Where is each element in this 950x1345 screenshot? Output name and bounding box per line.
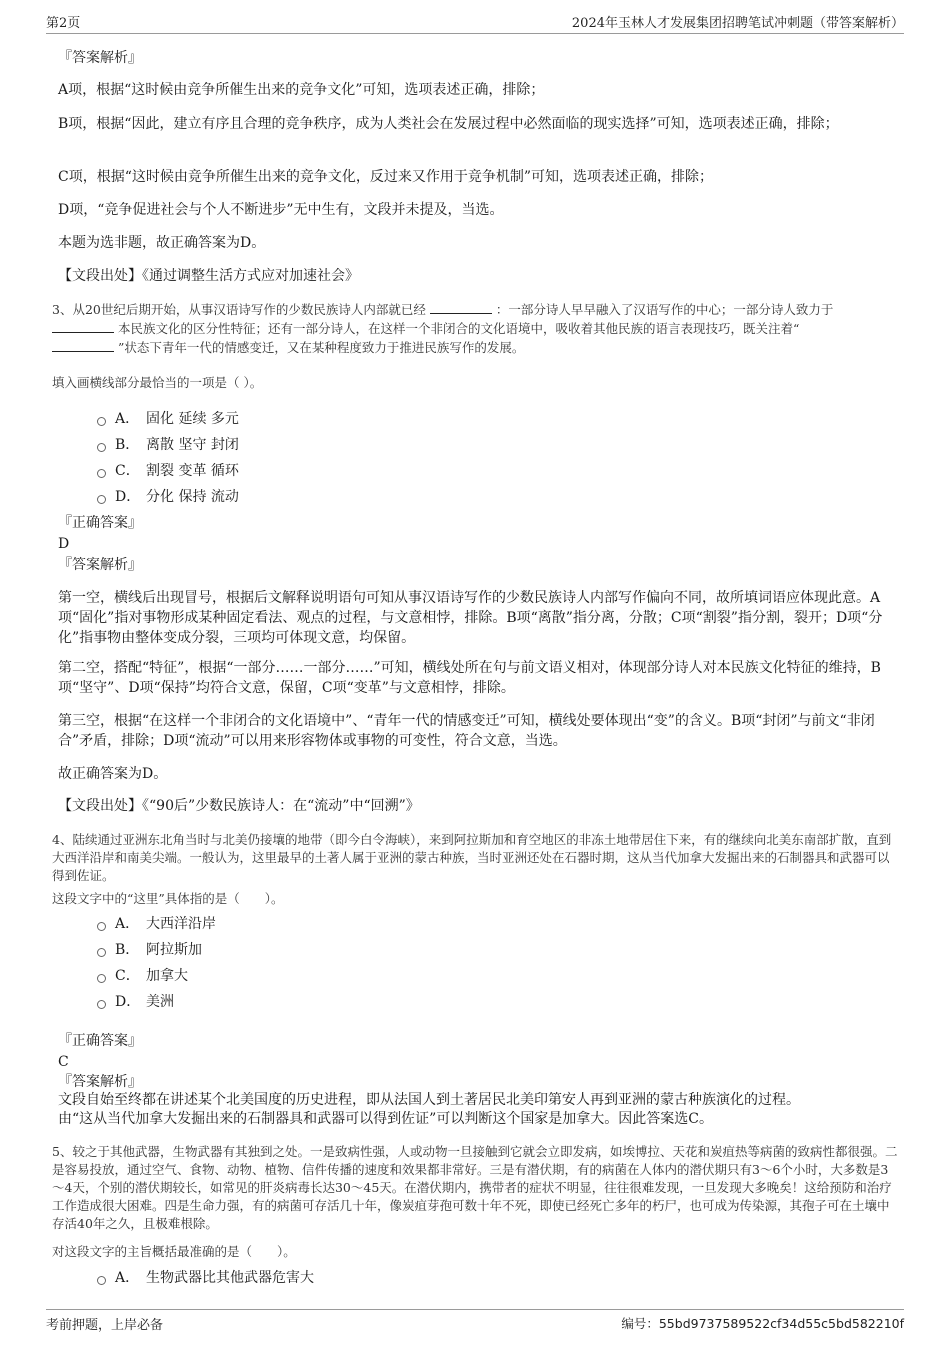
option-text: 割裂 变革 循环 — [146, 463, 239, 479]
radio-icon[interactable] — [97, 974, 106, 983]
q3-stem-part1: 3、从20世纪后期开始，从事汉语诗写作的少数民族诗人内部就已经 — [52, 302, 426, 317]
q4-analysis-line1: 文段自始至终都在讲述某个北美国度的历史进程，即从法国人到土著居民北美印第安人再到亚洲的蒙古种族演化的过程。 — [58, 1092, 800, 1108]
option-text: 分化 保持 流动 — [146, 489, 239, 505]
option-letter: A． — [115, 411, 140, 427]
q3-prompt: 填入画横线部分最恰当的一项是（ ）。 — [52, 375, 263, 390]
q3-analysis-para2: 第二空，搭配“特征”，根据“一部分……一部分……”可知，横线处所在句与前文语义相对，体现部分诗人对本民族文化特征的维持，B项“坚守”、D项“保持”均符合文意，保留，C项“变革”与文意相悖，排除。 — [58, 660, 881, 696]
option-letter: C． — [115, 463, 140, 479]
radio-icon[interactable] — [97, 922, 106, 931]
q3-stem-part3: 本民族文化的区分性特征；还有一部分诗人，在这样一个非闭合的文化语境中，吸收着其他民族的语言表现技巧，既关注着“ — [117, 321, 800, 336]
q2-analysis-label: 『答案解析』 — [58, 50, 142, 66]
q3-option-b[interactable] — [97, 434, 239, 454]
q2-analysis-a: A项，根据“这时候由竞争所催生出来的竞争文化”可知，选项表述正确，排除； — [58, 82, 545, 98]
radio-icon[interactable] — [97, 469, 106, 478]
option-text: 生物武器比其他武器危害大 — [146, 1270, 314, 1286]
q3-option-d[interactable] — [97, 486, 239, 506]
option-letter: D． — [115, 489, 141, 505]
q4-analysis-label: 『答案解析』 — [58, 1074, 142, 1090]
q3-answer: D — [58, 536, 70, 552]
q2-conclusion: 本题为选非题，故正确答案为D。 — [58, 235, 266, 251]
q5-prompt: 对这段文字的主旨概括最准确的是（ ）。 — [52, 1244, 296, 1259]
q4-option-a[interactable] — [97, 913, 216, 933]
radio-icon[interactable] — [97, 443, 106, 452]
q3-blank-2 — [52, 321, 114, 333]
q2-analysis-b: B项，根据“因此，建立有序且合理的竞争秩序，成为人类社会在发展过程中必然面临的现实选择”可知，选项表述正确，排除； — [58, 116, 839, 132]
option-text: 加拿大 — [146, 968, 188, 984]
document-title: 2024年玉林人才发展集团招聘笔试冲刺题（带答案解析） — [571, 16, 904, 31]
footer-divider — [46, 1309, 904, 1310]
q3-stem-part4: ”状态下青年一代的情感变迁，又在某种程度致力于推进民族写作的发展。 — [117, 340, 525, 355]
q3-analysis-para3: 第三空，根据“在这样一个非闭合的文化语境中”、“青年一代的情感变迁”可知，横线处要体现出“变”的含义。B项“封闭”与前文“非闭合”矛盾，排除；D项“流动”可以用来形容物体或事物的可变性，符合文意，当选。 — [58, 713, 875, 749]
q3-analysis-label: 『答案解析』 — [58, 557, 142, 573]
q4-prompt: 这段文字中的“这里”具体指的是（ ）。 — [52, 891, 284, 906]
q4-stem: 4、陆续通过亚洲东北角当时与北美仍接壤的地带（即今白令海峡），来到阿拉斯加和育空地区的非冻土地带居住下来，有的继续向北美东南部扩散，直到大西洋沿岸和南美尖端。一般认为，这里最早的土著人属于亚洲的蒙古种族，当时亚洲还处在石器时期，这从当代加拿大发掘出来的石制器具和武器可以得到佐证。 — [52, 832, 892, 883]
page-number: 第2页 — [46, 16, 81, 31]
q4-answer-label: 『正确答案』 — [58, 1033, 142, 1049]
radio-icon[interactable] — [97, 1000, 106, 1009]
radio-icon[interactable] — [97, 1276, 106, 1285]
q4-option-c[interactable] — [97, 965, 188, 985]
option-letter: A． — [115, 916, 140, 932]
q4-answer: C — [58, 1054, 69, 1070]
option-letter: A． — [115, 1270, 140, 1286]
q4-option-d[interactable] — [97, 991, 174, 1011]
option-letter: B． — [115, 942, 140, 958]
q3-option-a[interactable] — [97, 408, 239, 428]
q2-analysis-c: C项，根据“这时候由竞争所催生出来的竞争文化，反过来又作用于竞争机制”可知，选项表述正确，排除； — [58, 169, 714, 185]
radio-icon[interactable] — [97, 948, 106, 957]
q4-analysis-line2: 由“这从当代加拿大发掘出来的石制器具和武器可以得到佐证”可以判断这个国家是加拿大。因此答案选C。 — [58, 1111, 714, 1127]
footer-doc-id: 编号：55bd9737589522cf34d55c5bd582210f — [621, 1316, 904, 1331]
radio-icon[interactable] — [97, 495, 106, 504]
option-text: 大西洋沿岸 — [146, 916, 216, 932]
q2-analysis-d: D项，“竞争促进社会与个人不断进步”无中生有，文段并未提及，当选。 — [58, 202, 504, 218]
q4-option-b[interactable] — [97, 939, 202, 959]
q5-stem: 5、较之于其他武器，生物武器有其独到之处。一是致病性强，人或动物一旦接触到它就会立即发病，如埃博拉、天花和炭疽热等病菌的致病性都很强。二是容易投放，通过空气、食物、动物、植物、信件传播的速度和效果都非常好。三是有潜伏期，有的病菌在人体内的潜伏期只有3～6个小时，大多数是3～4天，个别的潜伏期较长，如常见的肝炎病毒长达30～45天。在潜伏期内，携带者的症状不明显，往往很难发现，一旦发现大多晚矣！这给预防和治疗工作造成很大困难。四是生命力强，有的病菌可存活几十年，像炭疽芽孢可数十年不死，即使已经死亡多年的朽尸，也可成为传染源，其孢子可在土壤中存活40年之久，且极难根除。 — [52, 1144, 898, 1231]
q3-stem-part2: ：一部分诗人早早融入了汉语写作的中心；一部分诗人致力于 — [495, 302, 834, 317]
q2-source: 【文段出处】《通过调整生活方式应对加速社会》 — [58, 268, 359, 284]
option-letter: B． — [115, 437, 140, 453]
q3-option-c[interactable] — [97, 460, 239, 480]
q3-conclusion: 故正确答案为D。 — [58, 766, 168, 782]
q3-blank-1 — [430, 302, 492, 314]
q3-analysis-para1: 第一空，横线后出现冒号，根据后文解释说明语句可知从事汉语诗写作的少数民族诗人内部写作偏向不同，故所填词语应体现此意。A项“固化”指对事物形成某种固定看法、观点的过程，与文意相悖，排除。B项“离散”指分离，分散；C项“割裂”指分割，裂开；D项“分化”指事物由整体变成分裂，三项均可体现文意，均保留。 — [58, 590, 883, 646]
footer-slogan: 考前押题，上岸必备 — [46, 1318, 164, 1333]
header-divider — [46, 33, 904, 34]
q3-source: 【文段出处】《“90后”少数民族诗人：在“流动”中“回溯”》 — [58, 798, 420, 814]
option-text: 阿拉斯加 — [146, 942, 202, 958]
option-text: 固化 延续 多元 — [146, 411, 239, 427]
option-text: 离散 坚守 封闭 — [146, 437, 239, 453]
option-text: 美洲 — [146, 994, 174, 1010]
radio-icon[interactable] — [97, 417, 106, 426]
q3-stem-line2 — [52, 320, 799, 338]
option-letter: D． — [115, 994, 141, 1010]
q3-blank-3 — [52, 340, 114, 352]
q3-stem-line3 — [52, 339, 524, 357]
q5-option-a[interactable] — [97, 1267, 314, 1287]
option-letter: C． — [115, 968, 140, 984]
q3-stem-line1 — [52, 301, 833, 319]
q3-answer-label: 『正确答案』 — [58, 515, 142, 531]
